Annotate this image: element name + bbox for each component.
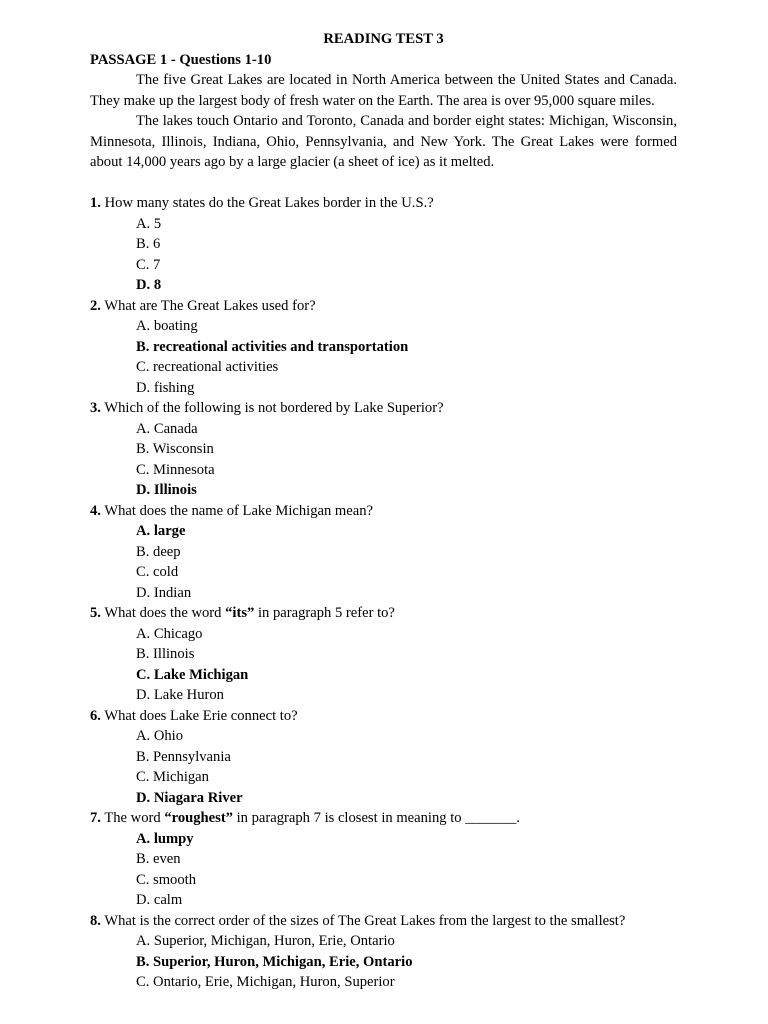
answer-option: A. Ohio xyxy=(136,728,184,744)
question-number: 3. xyxy=(90,400,101,416)
answer-options xyxy=(90,419,677,501)
question-text xyxy=(90,603,677,624)
answer-option: B. Wisconsin xyxy=(136,441,214,457)
answer-option-correct: A. large xyxy=(136,523,186,539)
passage-paragraph-2: The lakes touch Ontario and Toronto, Canada and border eight states: Michigan, Wisconsin, Minnesota, Illinois, Indiana, Ohio, Pennsylvania, and New York. The Great Lakes were formed about 14,000 years ago by a large glacier (a sheet of ice) as it melted. xyxy=(90,113,677,170)
question-text xyxy=(90,706,677,727)
question-text xyxy=(90,398,677,419)
question-block xyxy=(90,603,677,706)
answer-option-correct: D. Niagara River xyxy=(136,789,243,806)
question-stem: Which of the following is not bordered by Lake Superior? xyxy=(104,400,444,416)
question-number: 5. xyxy=(90,605,101,621)
question-stem: What does the name of Lake Michigan mean? xyxy=(104,502,374,519)
question-keyword: “roughest” xyxy=(164,810,233,826)
answer-option-correct: D. 8 xyxy=(136,277,162,293)
question-stem: What are The Great Lakes used for? xyxy=(104,297,316,314)
spacer xyxy=(90,173,677,194)
answer-options xyxy=(90,726,677,808)
answer-option: C. 7 xyxy=(136,256,161,273)
question-stem-end: in paragraph 5 refer to? xyxy=(254,605,395,621)
answer-option: C. smooth xyxy=(136,871,197,888)
answer-option: B. Illinois xyxy=(136,646,195,662)
question-keyword: “its” xyxy=(225,605,255,621)
answer-option-correct: A. lumpy xyxy=(136,830,194,847)
question-list xyxy=(90,193,677,993)
answer-option: D. Lake Huron xyxy=(136,687,224,703)
question-block xyxy=(90,501,677,604)
question-text xyxy=(90,296,677,317)
answer-option: C. Ontario, Erie, Michigan, Huron, Superior xyxy=(136,974,395,990)
answer-option: B. even xyxy=(136,851,181,867)
answer-options xyxy=(90,931,677,993)
answer-option: B. deep xyxy=(136,543,181,560)
answer-option-correct: C. Lake Michigan xyxy=(136,666,249,683)
question-block xyxy=(90,398,677,501)
answer-option-correct: D. Illinois xyxy=(136,482,197,498)
answer-option: C. cold xyxy=(136,564,179,580)
answer-option: D. fishing xyxy=(136,379,195,396)
answer-option: D. calm xyxy=(136,892,183,908)
answer-options xyxy=(90,316,677,398)
question-block xyxy=(90,911,677,993)
question-text xyxy=(90,193,677,214)
answer-option: C. recreational activities xyxy=(136,359,279,375)
answer-options xyxy=(90,521,677,603)
question-number: 2. xyxy=(90,297,101,314)
answer-option: A. Superior, Michigan, Huron, Erie, Ontario xyxy=(136,933,395,949)
question-block xyxy=(90,193,677,296)
answer-option: B. Pennsylvania xyxy=(136,748,231,765)
answer-option: A. Canada xyxy=(136,420,198,437)
answer-option: D. Indian xyxy=(136,584,192,601)
answer-option: C. Michigan xyxy=(136,769,209,785)
question-block xyxy=(90,296,677,399)
answer-option-correct: B. Superior, Huron, Michigan, Erie, Ontario xyxy=(136,953,413,970)
question-stem-start: What does the word xyxy=(104,605,226,621)
answer-option: B. 6 xyxy=(136,236,161,252)
question-block xyxy=(90,808,677,911)
question-number: 8. xyxy=(90,912,101,929)
answer-option: A. 5 xyxy=(136,215,162,232)
question-text xyxy=(90,501,677,522)
answer-options xyxy=(90,624,677,706)
question-text xyxy=(90,911,677,932)
question-number: 4. xyxy=(90,502,101,519)
answer-option: A. Chicago xyxy=(136,625,203,642)
question-block xyxy=(90,706,677,809)
question-stem-end: in paragraph 7 is closest in meaning to _______. xyxy=(232,810,520,826)
answer-options xyxy=(90,829,677,911)
document-page xyxy=(90,29,677,993)
question-stem: What is the correct order of the sizes of The Great Lakes from the largest to the smallest? xyxy=(104,912,626,929)
answer-option: C. Minnesota xyxy=(136,461,215,478)
answer-option: A. boating xyxy=(136,318,198,334)
passage-paragraph-1: The five Great Lakes are located in North America between the United States and Canada. They make up the largest body of fresh water on the Earth. The area is over 95,000 square miles. xyxy=(90,72,677,109)
passage-heading: PASSAGE 1 - Questions 1-10 xyxy=(90,51,272,68)
question-number: 1. xyxy=(90,195,101,211)
question-text xyxy=(90,808,677,829)
question-stem: What does Lake Erie connect to? xyxy=(104,707,298,724)
answer-options xyxy=(90,214,677,296)
question-stem: How many states do the Great Lakes border in the U.S.? xyxy=(104,195,434,211)
question-number: 7. xyxy=(90,810,101,826)
question-number: 6. xyxy=(90,707,101,724)
answer-option-correct: B. recreational activities and transportation xyxy=(136,338,409,355)
question-stem-start: The word xyxy=(104,810,165,826)
test-title: READING TEST 3 xyxy=(323,31,444,47)
